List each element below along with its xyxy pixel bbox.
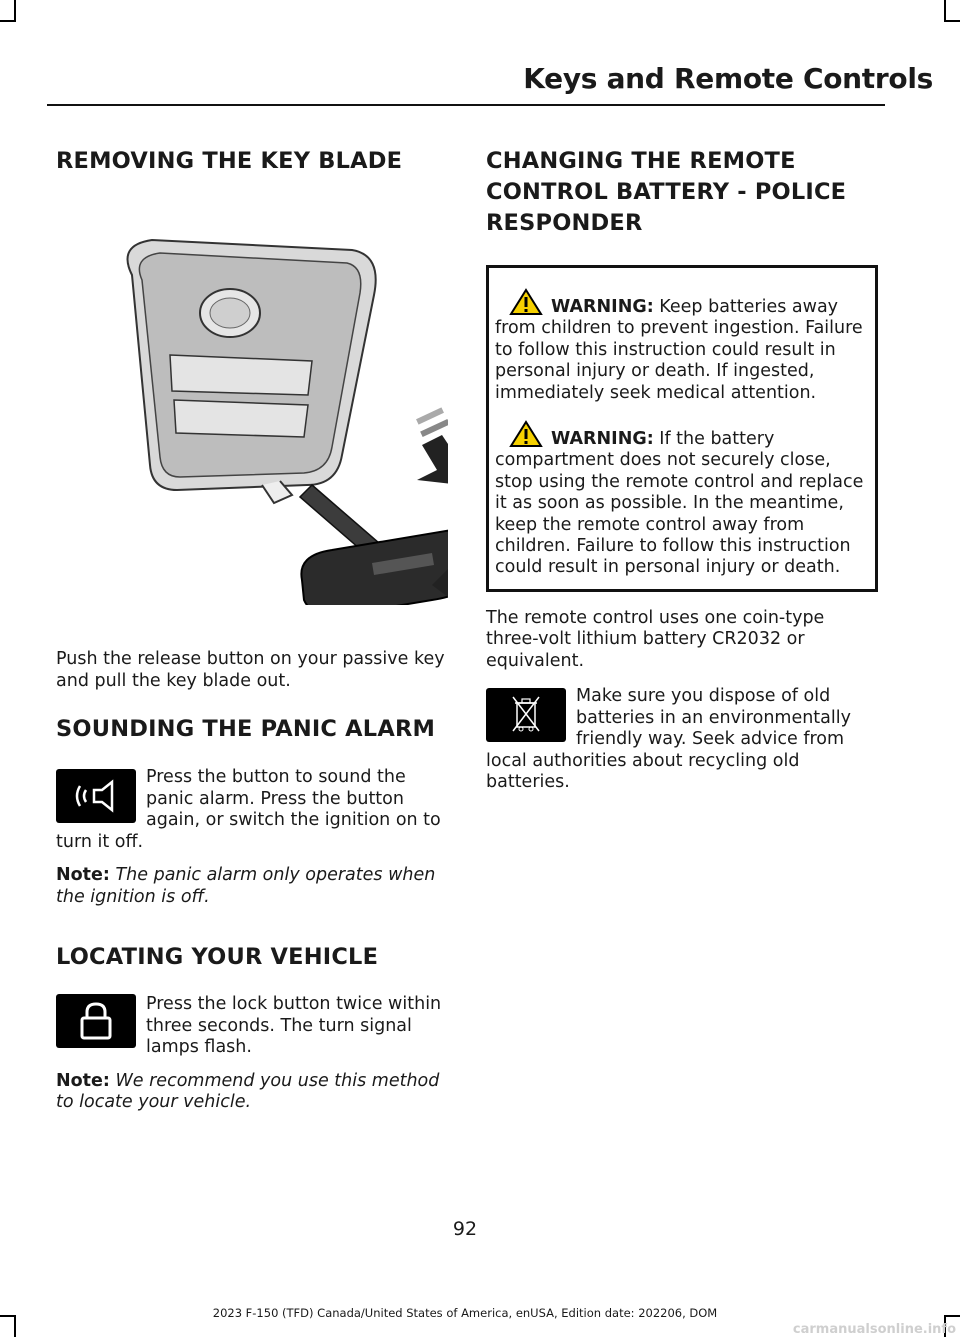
- warning-triangle-icon: [509, 420, 543, 448]
- warning-text: If the battery compartment does not securely close, stop using the remote control and replace it as soon as possible. In the meantime, keep the remote control away from children. Failure to follow this instruction could result in personal injury or death.: [495, 429, 864, 578]
- lock-icon: [56, 994, 136, 1048]
- note-text: We recommend you use this method to locate your vehicle.: [56, 1070, 440, 1112]
- dispose-block: [486, 686, 878, 794]
- section-heading-locate: LOCATING YOUR VEHICLE: [56, 944, 379, 970]
- battery-type-text: The remote control uses one coin-type three-volt lithium battery CR2032 or equivalent.: [486, 607, 825, 671]
- key-blade-text: Push the release button on your passive key and pull the key blade out.: [56, 649, 445, 691]
- section-heading-key-blade: REMOVING THE KEY BLADE: [56, 148, 403, 174]
- key-fob-illustration: [56, 185, 448, 605]
- section-heading-panic: SOUNDING THE PANIC ALARM: [56, 716, 436, 742]
- warning-box: [486, 265, 878, 592]
- locate-block: [56, 994, 448, 1059]
- locate-text: Press the lock button twice within three seconds. The turn signal lamps flash.: [146, 994, 442, 1057]
- crop-mark: [0, 20, 16, 22]
- warning-label: WARNING:: [551, 429, 654, 450]
- right-column: [486, 140, 878, 794]
- panic-block: [56, 767, 448, 853]
- page-title: Keys and Remote Controls: [523, 62, 933, 95]
- note-text: The panic alarm only operates when the ignition is off.: [56, 865, 436, 907]
- dispose-text: Make sure you dispose of old batteries in an environmentally friendly way. Seek advice from local authorities about recycling old batteries.: [486, 686, 851, 793]
- panic-note: [56, 865, 448, 908]
- panic-alarm-icon: [56, 769, 136, 823]
- crop-mark: [944, 0, 946, 20]
- section-heading-battery: CHANGING THE REMOTE CONTROL BATTERY - POLICE RESPONDER: [486, 148, 847, 236]
- page-number: 92: [452, 1218, 478, 1240]
- crop-mark: [14, 0, 16, 20]
- locate-note: [56, 1071, 448, 1114]
- crop-mark: [944, 20, 960, 22]
- note-label: Note:: [56, 1070, 110, 1091]
- header-divider: [47, 104, 885, 106]
- warning-label: WARNING:: [551, 297, 654, 317]
- recycle-bin-icon: [486, 688, 566, 742]
- crop-mark: [14, 1317, 16, 1337]
- warning-2: [495, 420, 869, 579]
- note-label: Note:: [56, 865, 110, 885]
- left-column: [56, 140, 448, 1114]
- warning-1: [495, 288, 869, 404]
- warning-triangle-icon: [509, 288, 543, 316]
- crop-mark: [944, 1315, 960, 1317]
- watermark: carmanualsonline.info: [792, 1322, 956, 1337]
- warning-text: Keep batteries away from children to prevent ingestion. Failure to follow this instruction could result in personal injury or death. If ingested, immediately seek medical attention.: [495, 297, 863, 403]
- edition-info: 2023 F-150 (TFD) Canada/United States of America, enUSA, Edition date: 202206, DOM: [212, 1306, 718, 1320]
- panic-text: Press the button to sound the panic alarm. Press the button again, or switch the ignition on to turn it off.: [56, 767, 441, 852]
